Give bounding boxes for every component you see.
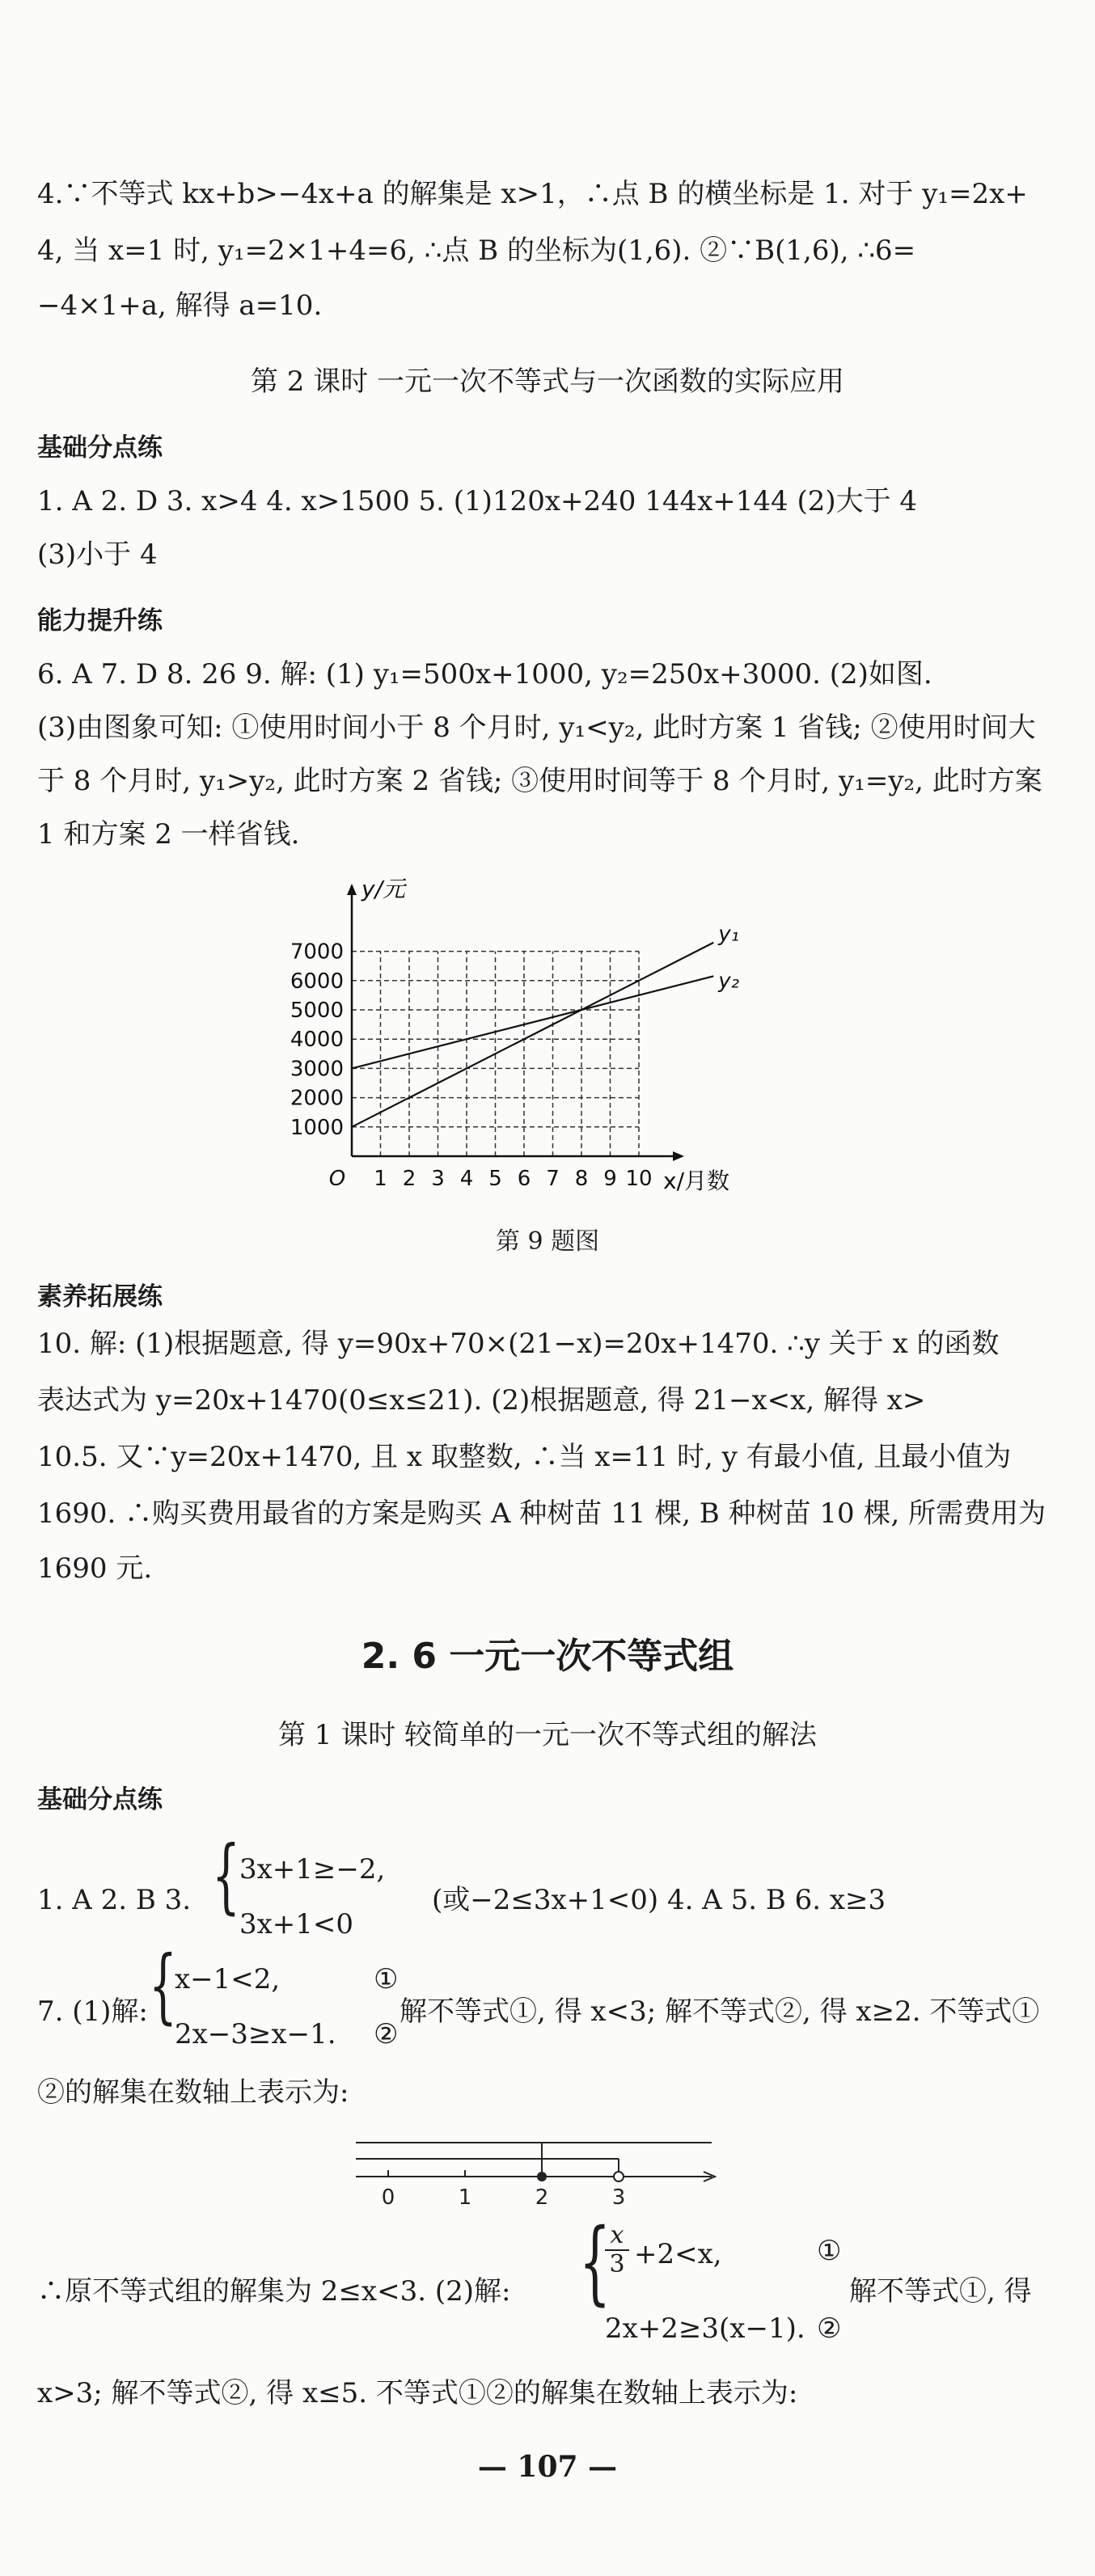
basic-answers-line-2: (3)小于 4	[37, 538, 158, 571]
x-tick-label: 5	[488, 1167, 502, 1191]
ability-line-3: 于 8 个月时, y₁>y₂, 此时方案 2 省钱; ③使用时间等于 8 个月时, y₁=y₂, 此时方案	[37, 765, 1042, 797]
extension-heading: 素养拓展练	[37, 1282, 163, 1311]
last-line: x>3; 解不等式②, 得 x≤5. 不等式①②的解集在数轴上表示为:	[37, 2377, 798, 2409]
ability-line-1: 6. A 7. D 8. 26 9. 解: (1) y₁=500x+1000, y₂=250x+3000. (2)如图.	[37, 658, 932, 690]
q7-brace: {	[149, 1938, 177, 2033]
figure-9-chart	[267, 877, 849, 1201]
q7-system-top: x−1<2,	[175, 1963, 281, 1995]
x-tick-label: 1	[374, 1167, 387, 1191]
open-dot-3	[614, 2172, 624, 2181]
q7b-fraction-numerator: x	[605, 2222, 629, 2251]
number-line-label: 1	[458, 2185, 472, 2210]
number-line	[356, 2128, 728, 2217]
y-tick-label: 7000	[290, 940, 344, 965]
number-line-label: 0	[381, 2185, 395, 2210]
q7-suffix: 解不等式①, 得 x<3; 解不等式②, 得 x≥2. 不等式①	[400, 1995, 1040, 2028]
q7b-mark-2: ②	[817, 2312, 842, 2345]
x-tick-label: 8	[574, 1167, 589, 1191]
q7b-fraction-denominator: 3	[609, 2250, 625, 2278]
x-tick-label: 2	[402, 1167, 416, 1191]
q3-prefix: 1. A 2. B 3.	[37, 1884, 192, 1916]
q7b-system-bottom: 2x+2≥3(x−1).	[605, 2312, 805, 2345]
y-tick-label: 2000	[290, 1086, 344, 1111]
ability-line-2: (3)由图象可知: ①使用时间小于 8 个月时, y₁<y₂, 此时方案 1 省钱; ②使用时间大	[37, 712, 1036, 744]
figure-caption: 第 9 题图	[495, 1227, 600, 1256]
answer-4-line-2: 4, 当 x=1 时, y₁=2×1+4=6, ∴点 B 的坐标为(1,6). ②∵B(1,6), ∴6=	[37, 234, 916, 267]
y-axis-label: y/元	[361, 877, 406, 902]
ability-heading: 能力提升练	[37, 606, 163, 636]
y-axis-arrow	[347, 884, 357, 895]
extension-line-4: 1690. ∴购买费用最省的方案是购买 A 种树苗 11 棵, B 种树苗 10 棵, 所需费用为	[37, 1497, 1046, 1530]
basic-answers-line-1: 1. A 2. D 3. x>4 4. x>1500 5. (1)120x+240 144x+144 (2)大于 4	[37, 485, 918, 517]
q3-brace: {	[212, 1828, 240, 1923]
x-tick-label: 6	[517, 1167, 531, 1191]
q7b-prefix: ∴原不等式组的解集为 2≤x<3. (2)解:	[37, 2275, 511, 2308]
q3-system-top: 3x+1≥−2,	[239, 1853, 386, 1886]
basic-practice-heading-2: 基础分点练	[37, 1785, 163, 1814]
y-tick-label: 6000	[290, 969, 344, 994]
q3-system-bottom: 3x+1<0	[239, 1908, 354, 1940]
x-tick-label: 4	[459, 1167, 474, 1191]
extension-line-3: 10.5. 又∵y=20x+1470, 且 x 取整数, ∴当 x=11 时, y 有最小值, 且最小值为	[37, 1441, 1012, 1473]
x-tick-label: 10	[625, 1167, 653, 1191]
q7b-system-top: +2<x,	[634, 2238, 722, 2270]
q7b-suffix: 解不等式①, 得	[849, 2275, 1032, 2308]
q3-suffix: (或−2≤3x+1<0) 4. A 5. B 6. x≥3	[432, 1884, 886, 1916]
ability-line-4: 1 和方案 2 一样省钱.	[37, 818, 300, 851]
q7b-fraction	[605, 2222, 629, 2278]
basic-practice-heading: 基础分点练	[37, 433, 163, 462]
extension-line-5: 1690 元.	[37, 1552, 153, 1585]
number-line-label: 3	[611, 2185, 626, 2210]
x-tick-label: 3	[431, 1167, 445, 1191]
lesson-2-title: 第 2 课时 一元一次不等式与一次函数的实际应用	[250, 365, 845, 398]
x-axis-arrow	[673, 1151, 684, 1161]
section-title: 2. 6 一元一次不等式组	[361, 1636, 734, 1677]
lesson-1-title: 第 1 课时 较简单的一元一次不等式组的解法	[277, 1719, 818, 1751]
x-axis-label: x/月数	[663, 1168, 730, 1194]
series-label-1: y₁	[718, 922, 740, 947]
q7-system-bottom: 2x−3≥x−1.	[175, 2018, 336, 2050]
y-tick-label: 1000	[290, 1115, 344, 1140]
page-number: — 107 —	[477, 2450, 618, 2484]
q7-mark-1: ①	[374, 1963, 399, 1995]
extension-line-2: 表达式为 y=20x+1470(0≤x≤21). (2)根据题意, 得 21−x<x, 解得 x>	[37, 1384, 926, 1417]
y-tick-label: 4000	[290, 1028, 344, 1053]
answer-4-line-1: 4.∵不等式 kx+b>−4x+a 的解集是 x>1，∴点 B 的横坐标是 1. 对于 y₁=2x+	[37, 178, 1028, 210]
q7-mark-2: ②	[374, 2018, 399, 2050]
closed-dot-2	[537, 2172, 547, 2181]
extension-line-1: 10. 解: (1)根据题意, 得 y=90x+70×(21−x)=20x+1470. ∴y 关于 x 的函数	[37, 1328, 1000, 1360]
y-tick-label: 3000	[290, 1057, 344, 1082]
y-tick-label: 5000	[290, 999, 344, 1023]
q7b-brace: {	[579, 2210, 611, 2315]
series-line-2	[352, 976, 713, 1068]
x-tick-label: 9	[603, 1167, 617, 1191]
x-tick-label: 7	[546, 1167, 560, 1191]
series-line-1	[352, 943, 713, 1127]
number-line-label: 2	[535, 2185, 549, 2210]
q7b-mark-1: ①	[817, 2235, 842, 2267]
answer-4-line-3: −4×1+a, 解得 a=10.	[37, 289, 323, 322]
series-label-2: y₂	[718, 969, 740, 994]
origin-label: O	[328, 1167, 346, 1191]
q7-line-2: ②的解集在数轴上表示为:	[37, 2076, 349, 2109]
q7-prefix: 7. (1)解:	[37, 1995, 148, 2028]
